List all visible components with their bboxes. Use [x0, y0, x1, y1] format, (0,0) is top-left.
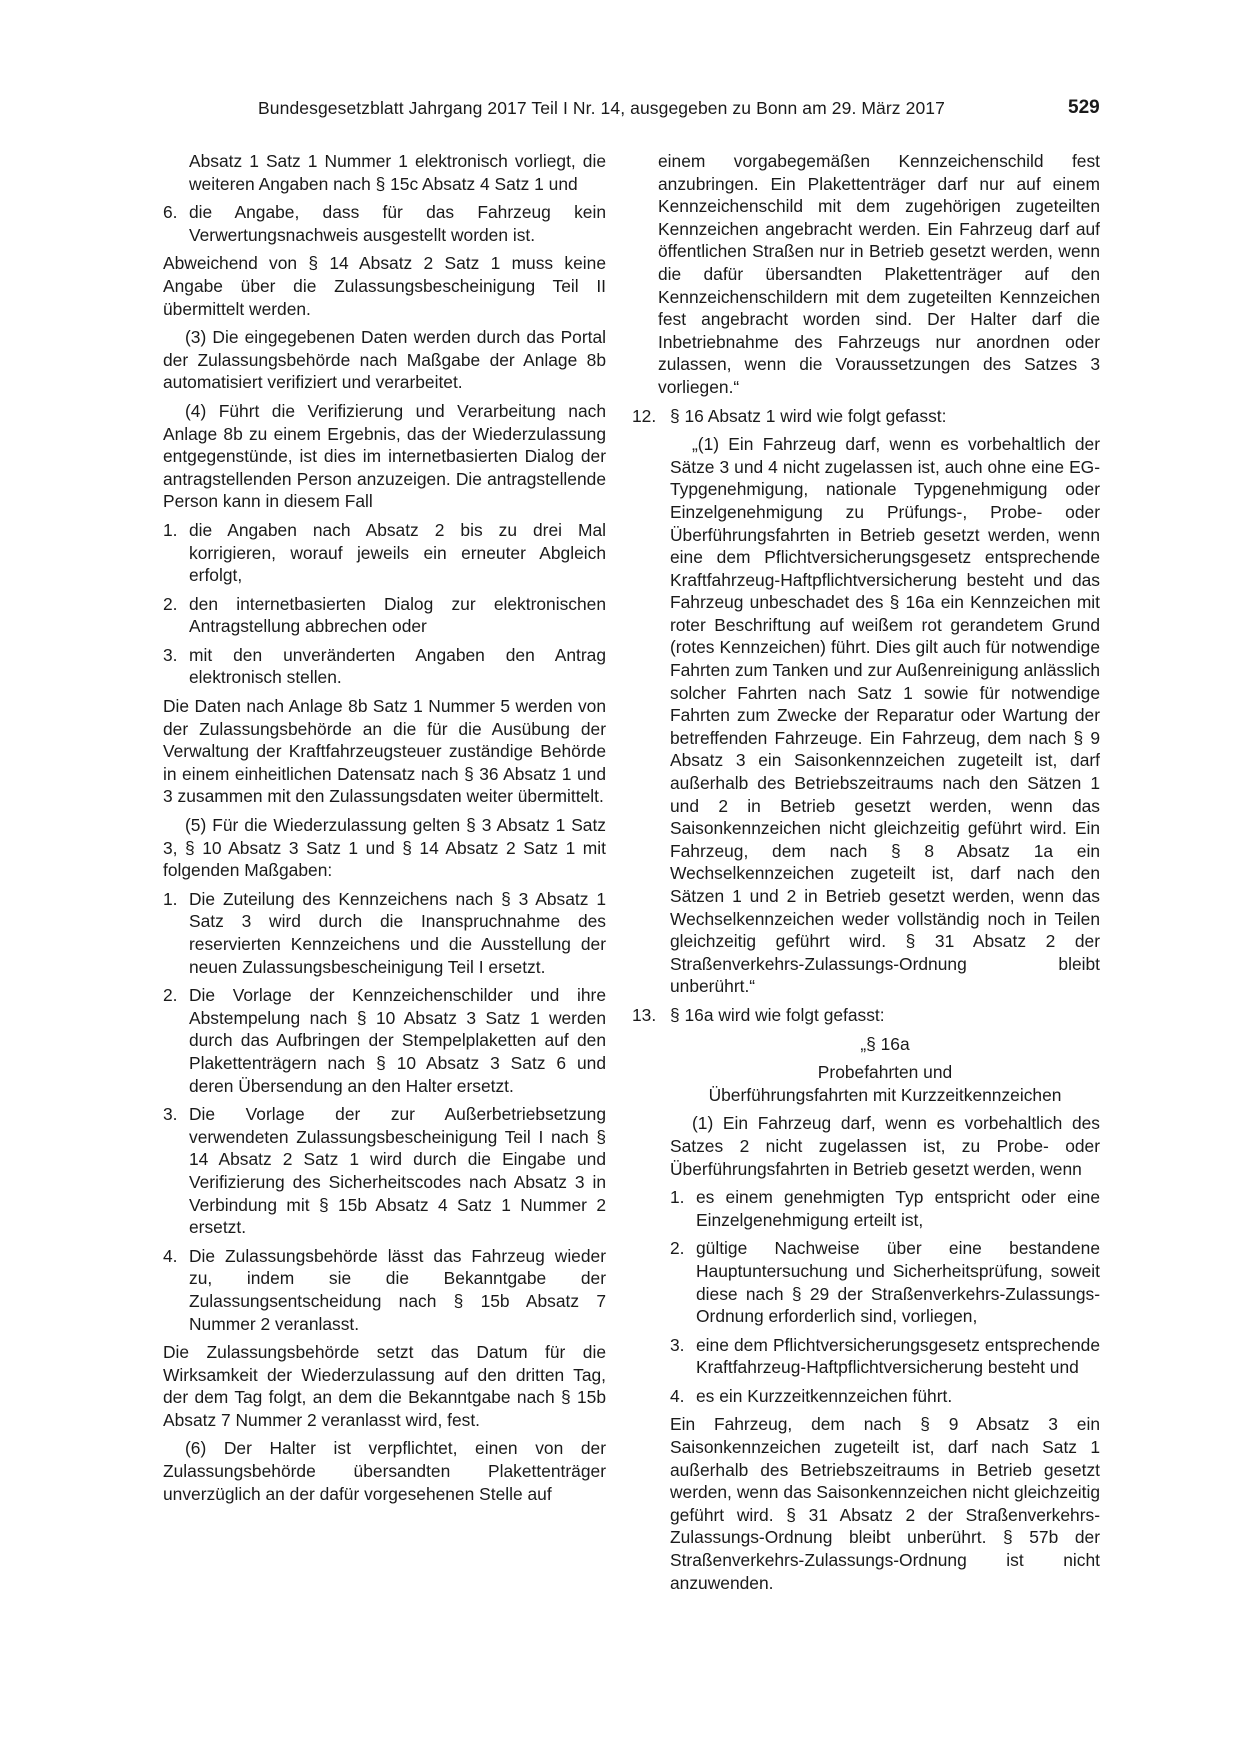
paragraph-5: (5) Für die Wiederzulassung gelten § 3 Absatz 1 Satz 3, § 10 Absatz 3 Satz 1 und § 14 Absatz 2 Satz 1 mit folgenden Maßgaben:: [163, 815, 606, 881]
list-text: Die Zuteilung des Kennzeichens nach § 3 Absatz 1 Satz 3 wird durch die Inanspruchnahme des reservierten Kennzeichens und die Ausstellung der neuen Zulassungsbescheinigung Teil I ersetzt.: [189, 888, 606, 977]
list-item: [670, 1385, 1100, 1408]
list-item-12: [632, 405, 1100, 428]
list-item: [163, 1245, 606, 1335]
list-number: 1.: [163, 888, 178, 909]
list-item: [670, 1334, 1100, 1379]
list-number: 1.: [163, 519, 178, 540]
list-number: 2.: [163, 985, 178, 1006]
list-item: [670, 1186, 1100, 1231]
list-item: [163, 888, 606, 978]
paragraph-saison: Ein Fahrzeug, dem nach § 9 Absatz 3 ein Saisonkennzeichen zugeteilt ist, darf nach Satz 1 außerhalb des Betriebszeitraums in Betrieb gesetzt werden, wenn das Saisonkennzeichen nicht gleichzeitig geführt wird. § 31 Absatz 2 der Straßenverkehrs-Zulassungs-Ordnung bleibt unberührt. § 57b der Straßenverkehrs-Zulassungs-Ordnung ist nicht anzuwenden.: [670, 1414, 1100, 1593]
section-title-line-2: Überführungsfahrten mit Kurzzeitkennzeichen: [708, 1084, 1062, 1105]
list-text: gültige Nachweise über eine bestandene Hauptuntersuchung und Sicherheitsprüfung, soweit diese nach § 29 der Straßenverkehrs-Zulassungs-Ordnung erforderlich sind, vorliegen,: [696, 1238, 1100, 1327]
list-text: den internetbasierten Dialog zur elektronischen Antragstellung abbrechen oder: [189, 593, 606, 637]
list-text: Die Vorlage der zur Außerbetriebsetzung verwendeten Zulassungsbescheinigung Teil I nach § 14 Absatz 2 Satz 1 wird durch die Eingabe und Verifizierung des Sicherheitscodes nach Absatz 3 in Verbindung mit § 15b Absatz 4 Satz 1 Nummer 2 ersetzt.: [189, 1104, 606, 1238]
paragraph-4: (4) Führt die Verifizierung und Verarbeitung nach Anlage 8b zu einem Ergebnis, das der Wiederzulassung entgegenstünde, ist dies im internetbasierten Dialog der antragstellenden Person anzuzeigen. Die antragstellende Person kann in diesem Fall: [163, 400, 606, 512]
section-heading: „§ 16a: [860, 1033, 910, 1054]
list-text: Die Vorlage der Kennzeichenschilder und ihre Abstempelung nach § 10 Absatz 3 Satz 1 werden durch das Aufbringen der Stempelplaketten auf den Plakettenträgern nach § 10 Absatz 3 Satz 6 und deren Übersendung an den Halter ersetzt.: [189, 985, 606, 1096]
list-text: die Angabe, dass für das Fahrzeug kein Verwertungsnachweis ausgestellt worden ist.: [189, 202, 606, 245]
list-item: [163, 644, 606, 689]
list-text: mit den unveränderten Angaben den Antrag elektronisch stellen.: [189, 644, 606, 688]
paragraph-abweichend: Abweichend von § 14 Absatz 2 Satz 1 muss keine Angabe über die Zulassungsbescheinigung Teil II übermittelt werden.: [163, 253, 606, 319]
list-text: es einem genehmigten Typ entspricht oder eine Einzelgenehmigung erteilt ist,: [696, 1187, 1100, 1230]
paragraph-16-1: „(1) Ein Fahrzeug darf, wenn es vorbehaltlich der Sätze 3 und 4 nicht zugelassen ist, auch ohne eine EG-Typgenehmigung, nationale Typgenehmigung oder Einzelgenehmigung zu Prüfungs-, Probe- oder Überführungsfahrten in Betrieb gesetzt werden, wenn eine dem Pflichtversicherungsgesetz entsprechende Kraftfahrzeug-Haftpflichtversicherung besteht und das Fahrzeug unbeschadet des § 16a ein Kennzeichen mit roter Beschriftung auf weißem rot gerandetem Grund (rotes Kennzeichen) führt. Dies gilt auch für notwendige Fahrten zum Tanken und zur Außenreinigung anlässlich solcher Fahrten nach Satz 1 sowie für notwendige Fahrten zum Zwecke der Reparatur oder Wartung der betreffenden Fahrzeuge. Ein Fahrzeug, dem nach § 9 Absatz 3 ein Saisonkennzeichen zugeteilt ist, darf außerhalb des Betriebszeitraums nach den Sätzen 1 und 2 in Betrieb gesetzt werden, wenn das Saisonkennzeichen nicht gleichzeitig geführt wird. Ein Fahrzeug, dem nach § 8 Absatz 1a ein Wechselkennzeichen zugeteilt ist, darf nach den Sätzen 1 und 2 in Betrieb gesetzt werden, wenn das Wechselkennzeichen weder vollständig noch in Teilen gleichzeitig geführt wird. § 31 Absatz 2 der Straßenverkehrs-Zulassungs-Ordnung bleibt unberührt.“: [670, 434, 1100, 997]
paragraph-daten: Die Daten nach Anlage 8b Satz 1 Nummer 5 werden von der Zulassungsbehörde an die für die Ausübung der Verwaltung der Kraftfahrzeugsteuer zuständige Behörde in einem einheitlichen Datensatz nach § 36 Absatz 1 und 3 zusammen mit den Zulassungsdaten weiter übermittelt.: [163, 696, 606, 807]
list-item: [163, 519, 606, 587]
page-header-title: Bundesgesetzblatt Jahrgang 2017 Teil I Nr. 14, ausgegeben zu Bonn am 29. März 2017: [258, 98, 945, 118]
paragraph-6: (6) Der Halter ist verpflichtet, einen von der Zulassungsbehörde übersandten Plakettenträger unverzüglich an der dafür vorgesehenen Stelle auf: [163, 1438, 606, 1504]
list-number: 4.: [163, 1245, 178, 1266]
page-header: [0, 98, 1241, 126]
list-item: [163, 593, 606, 638]
list-text: § 16 Absatz 1 wird wie folgt gefasst:: [670, 405, 947, 426]
right-column: [632, 150, 1100, 1600]
list-number: 13.: [632, 1004, 657, 1025]
list-text: eine dem Pflichtversicherungsgesetz entsprechende Kraftfahrzeug-Haftpflichtversicherung besteht und: [696, 1334, 1100, 1378]
list-number: 3.: [670, 1334, 685, 1355]
list-number: 1.: [670, 1187, 685, 1208]
list-number: 3.: [163, 644, 178, 665]
list-item-13: [632, 1004, 1100, 1027]
section-16a: [632, 1033, 1100, 1595]
list-number: 6.: [163, 202, 178, 223]
list-number: 3.: [163, 1104, 178, 1125]
left-column: [163, 150, 606, 1511]
list-number: 4.: [670, 1385, 685, 1406]
list-item: [163, 1103, 606, 1239]
continuation-text: Absatz 1 Satz 1 Nummer 1 elektronisch vorliegt, die weiteren Angaben nach § 15c Absatz 4 Satz 1 und: [189, 151, 606, 194]
list-item: [163, 984, 606, 1097]
list-number: 2.: [670, 1238, 685, 1259]
continuation-text: einem vorgabegemäßen Kennzeichenschild fest anzubringen. Ein Plakettenträger darf nur auf einem Kennzeichenschild mit dem zugehörigen zugeteilten Kennzeichen angebracht werden. Ein Fahrzeug darf auf öffentlichen Straßen nur in Betrieb gesetzt werden, wenn die dafür übersandten Plakettenträger auf den Kennzeichenschildern mit dem zugeteilten Kennzeichen fest angebracht worden sind. Der Halter darf die Inbetriebnahme des Fahrzeugs nur anordnen oder zulassen, wenn die Voraussetzungen des Satzes 3 vorliegen.“: [658, 151, 1100, 397]
paragraph-datum: Die Zulassungsbehörde setzt das Datum für die Wirksamkeit der Wiederzulassung auf den dritten Tag, der dem Tag folgt, an dem die Bekanntgabe nach § 15b Absatz 7 Nummer 2 veranlasst wird, fest.: [163, 1342, 606, 1430]
list-item: [670, 1237, 1100, 1327]
list-text: § 16a wird wie folgt gefasst:: [670, 1004, 885, 1025]
paragraph-3: (3) Die eingegebenen Daten werden durch das Portal der Zulassungsbehörde nach Maßgabe der Anlage 8b automatisiert verifiziert und verarbeitet.: [163, 327, 606, 393]
list-item-6: [163, 201, 606, 246]
list-number: 2.: [163, 593, 178, 614]
list-text: Die Zulassungsbehörde lässt das Fahrzeug wieder zu, indem sie die Bekanntgabe der Zulassungsentscheidung nach § 15b Absatz 7 Nummer 2 veranlasst.: [189, 1245, 606, 1334]
section-title-line-1: Probefahrten und: [817, 1062, 953, 1083]
list-number: 12.: [632, 405, 657, 426]
list-text: es ein Kurzzeitkennzeichen führt.: [696, 1385, 953, 1406]
list-text: die Angaben nach Absatz 2 bis zu drei Mal korrigieren, worauf jeweils ein erneuter Abgleich erfolgt,: [189, 519, 606, 586]
page-number: 529: [1068, 97, 1100, 118]
paragraph-16a-1: (1) Ein Fahrzeug darf, wenn es vorbehaltlich des Satzes 2 nicht zugelassen ist, zu Probe- oder Überführungsfahrten in Betrieb gesetzt werden, wenn: [670, 1113, 1100, 1179]
